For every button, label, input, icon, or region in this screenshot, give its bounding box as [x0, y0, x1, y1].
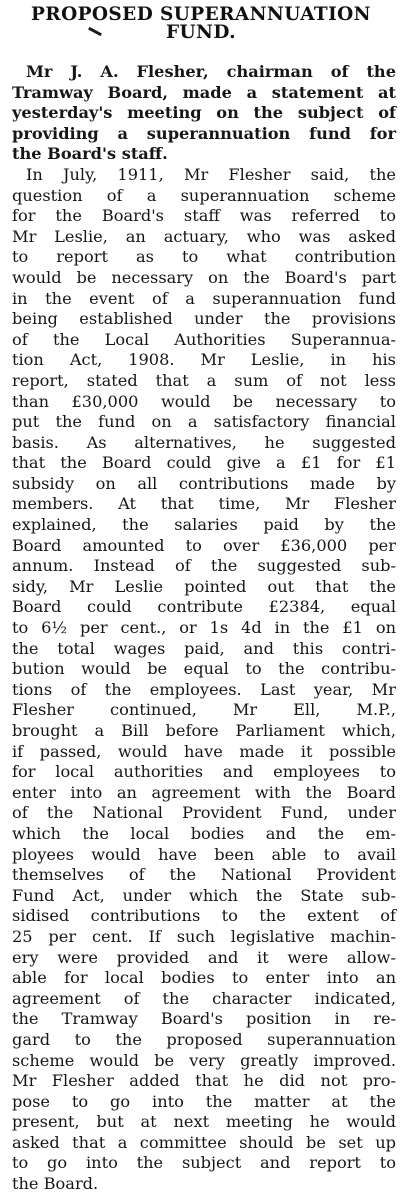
body-line: for local authorities and employees to — [12, 762, 396, 782]
body-line: annum. Instead of the suggested sub- — [12, 556, 396, 576]
body-line: for the Board's staff was referred to — [12, 206, 396, 226]
body-line: than £30,000 would be necessary to — [12, 391, 396, 411]
body-line: the Board. — [12, 1174, 99, 1194]
body-line: tion Act, 1908. Mr Leslie, in his — [12, 350, 396, 370]
body-line: pose to go into the matter at the — [12, 1091, 396, 1111]
body-line: agreement of the character indicated, — [12, 988, 396, 1008]
lead-line: the Board's staff. — [12, 144, 168, 164]
article-body — [12, 62, 396, 1195]
body-line: tions of the employees. Last year, Mr — [12, 679, 396, 699]
body-line: which the local bodies and the em- — [12, 823, 396, 843]
body-line: to 6½ per cent., or 1s 4d in the £1 on — [12, 618, 396, 638]
body-line: to go into the subject and report to — [12, 1153, 396, 1173]
headline-line-1: PROPOSED SUPERANNUATION — [31, 4, 371, 25]
body-line: the total wages paid, and this contri- — [12, 638, 396, 658]
body-line: gard to the proposed superannuation — [12, 1029, 396, 1049]
lead-line: Mr J. A. Flesher, chairman of the — [26, 62, 396, 81]
body-line: sidised contributions to the extent of — [12, 906, 396, 926]
body-line: report, stated that a sum of not less — [12, 370, 396, 390]
lead-line: yesterday's meeting on the subject of — [12, 103, 396, 123]
body-line: to report as to what contribution — [12, 247, 396, 267]
body-line: members. At that time, Mr Flesher — [12, 494, 396, 514]
body-line: brought a Bill before Parliament which, — [12, 721, 396, 740]
body-line: Mr Leslie, an actuary, who was asked — [12, 226, 396, 246]
body-line: asked that a committee should be set up — [12, 1132, 396, 1152]
body-line: that the Board could give a £1 for £1 — [12, 453, 396, 473]
body-line: of the Local Authorities Superannua- — [12, 329, 396, 349]
body-line: sidy, Mr Leslie pointed out that the — [12, 576, 396, 596]
body-line: 25 per cent. If such legislative machin- — [12, 926, 396, 946]
body-line: of the National Provident Fund, under — [12, 803, 396, 823]
body-line: scheme would be very greatly improved. — [12, 1050, 396, 1070]
body-line: Flesher continued, Mr Ell, M.P., — [12, 700, 396, 720]
body-line: present, but at next meeting he would — [12, 1112, 396, 1132]
body-line: ployees would have been able to avail — [12, 844, 396, 864]
body-line: basis. As alternatives, he suggested — [12, 432, 396, 452]
body-line: ery were provided and it were allow- — [12, 947, 396, 967]
body-line: Board amounted to over £36,000 per — [12, 535, 396, 555]
body-line: subsidy on all contributions made by — [12, 473, 396, 493]
body-line: question of a superannuation scheme — [12, 185, 396, 205]
body-line: able for local bodies to enter into an — [12, 968, 396, 988]
body-line: put the fund on a satisfactory financial — [12, 412, 396, 432]
body-line: if passed, would have made it possible — [12, 741, 396, 761]
body-line: the Tramway Board's position in re- — [12, 1009, 396, 1029]
body-line: themselves of the National Provident — [12, 865, 396, 885]
body-line: would be necessary on the Board's part — [12, 267, 396, 287]
body-line: Board could contribute £2384, equal — [12, 597, 396, 617]
body-line: enter into an agreement with the Board — [12, 782, 396, 802]
lead-line: Tramway Board, made a statement at — [12, 82, 396, 102]
body-line: in the event of a superannuation fund — [12, 288, 396, 308]
body-line: Mr Flesher added that he did not pro- — [12, 1071, 396, 1091]
body-line: explained, the salaries paid by the — [12, 515, 396, 535]
headline-line-2: FUND. — [165, 22, 236, 43]
body-line: In July, 1911, Mr Flesher said, the — [26, 164, 396, 184]
body-line: Fund Act, under which the State sub- — [12, 885, 396, 905]
lead-line: providing a superannuation fund for — [12, 123, 396, 143]
body-line: being established under the provisions — [12, 309, 396, 329]
body-line: bution would be equal to the contribu- — [12, 659, 396, 679]
